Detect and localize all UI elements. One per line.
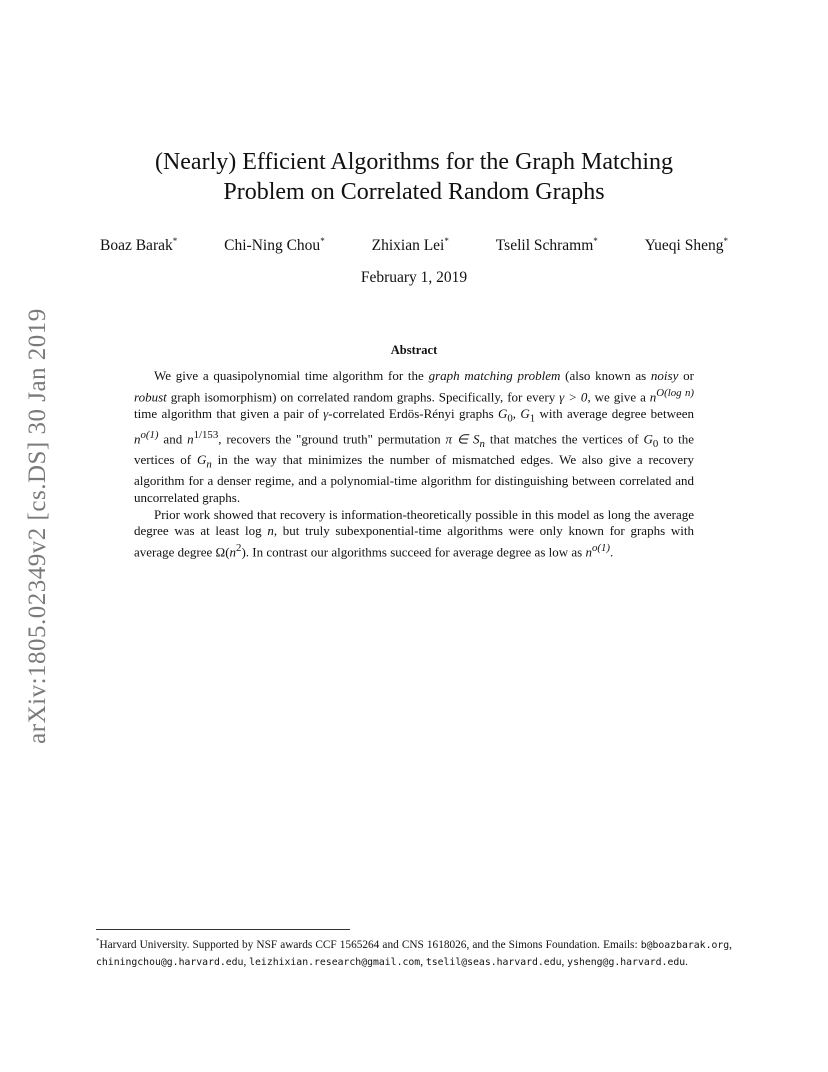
author: Zhixian Lei* [371,236,449,255]
author: Yueqi Sheng* [644,236,728,255]
email-link[interactable]: ysheng@g.harvard.edu [567,957,686,969]
email-link[interactable]: tselil@seas.harvard.edu [425,957,562,969]
author: Chi-Ning Chou* [224,236,325,255]
email-link[interactable]: chiningchou@g.harvard.edu [96,957,244,969]
author: Boaz Barak* [100,236,178,255]
footnote-divider [96,929,350,930]
author-list [100,236,728,255]
abstract-body [134,368,694,561]
abstract-paragraph-1: We give a quasipolynomial time algorithm for the graph matching problem (also known as noisy or robust graph isomorphism) on correlated random graphs. Specifically, for every γ > 0, we give a $n^{O(log n)}$ time algorithm that given a pair of γ-correlated Erdös-Rényi graphs $G_0$, $G_1$ with average degree between $n^{o(1)}$ and $n^{1/153}$, recovers the "ground truth" permutation π ∈ $S_n$ that matches the vertices of $G_0$ to the vertices of $G_n$ in the way that minimizes the number of mismatched edges. We also give a recovery algorithm for a denser regime, and a polynomial-time algorithm for distinguishing between correlated and uncorrelated graphs. [134,368,694,505]
paper-title [100,147,728,207]
publication-date: February 1, 2019 [360,269,468,286]
title-line-2: Problem on Correlated Random Graphs [223,179,605,205]
arxiv-identifier: arXiv:1805.02349v2 [cs.DS] 30 Jan 2019 [24,308,52,744]
abstract-heading: Abstract [390,343,438,357]
title-line-1: (Nearly) Efficient Algorithms for the Graph Matching [154,149,674,175]
abstract-paragraph-2: Prior work showed that recovery is information-theoretically possible in this model as long the average degree was at least log n, but truly subexponential-time algorithms were only known for graphs with average degree $\Omega(n^2)$. In contrast our algorithms succeed for average degree as low as $n^{o(1)}$. [134,506,694,560]
author: Tselil Schramm* [495,236,598,255]
arxiv-stamp [22,292,54,760]
footnote: *Harvard University. Supported by NSF awards CCF 1565264 and CNS 1618026, and the Simons Foundation. Emails: b@boazbarak.org, chiningchou@g.harvard.edu, leizhixian.research@gmail.com, tselil@seas.harvard.edu, ysheng@g.harvard.edu. [96,937,732,969]
email-link[interactable]: b@boazbarak.org [640,939,730,951]
email-link[interactable]: leizhixian.research@gmail.com [249,957,421,969]
